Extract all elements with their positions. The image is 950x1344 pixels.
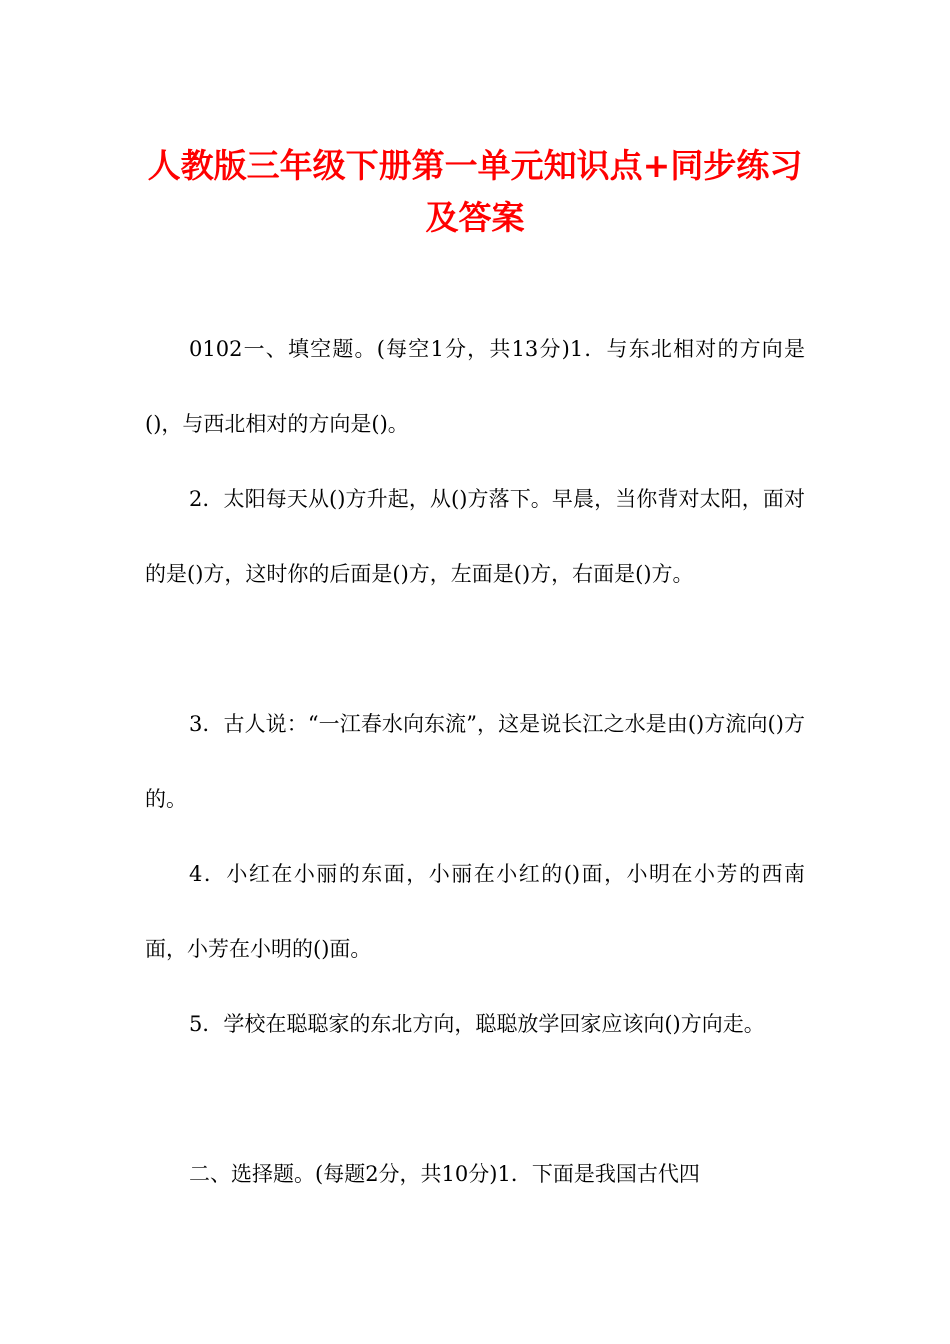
title-line-2: 及答案	[425, 198, 525, 237]
question-fill-1: 0102一、填空题。(每空1分，共13分)1．与东北相对的方向是()，与西北相对的方向是()。	[145, 337, 805, 436]
title-line-1: 人教版三年级下册第一单元知识点+同步练习	[147, 146, 803, 185]
question-fill-5: 5．学校在聪聪家的东北方向，聪聪放学回家应该向()方向走。	[189, 1012, 765, 1036]
section-choice-heading: 二、选择题。(每题2分，共10分)1．下面是我国古代四	[189, 1162, 700, 1186]
question-fill-2: 2．太阳每天从()方升起，从()方落下。早晨，当你背对太阳，面对的是()方，这时你的后面是()方，左面是()方，右面是()方。	[145, 487, 805, 586]
question-fill-4: 4．小红在小丽的东面，小丽在小红的()面，小明在小芳的西南面，小芳在小明的()面。	[145, 862, 805, 961]
question-fill-3: 3．古人说：“一江春水向东流”，这是说长江之水是由()方流向()方的。	[145, 712, 805, 811]
document-title	[100, 140, 850, 244]
